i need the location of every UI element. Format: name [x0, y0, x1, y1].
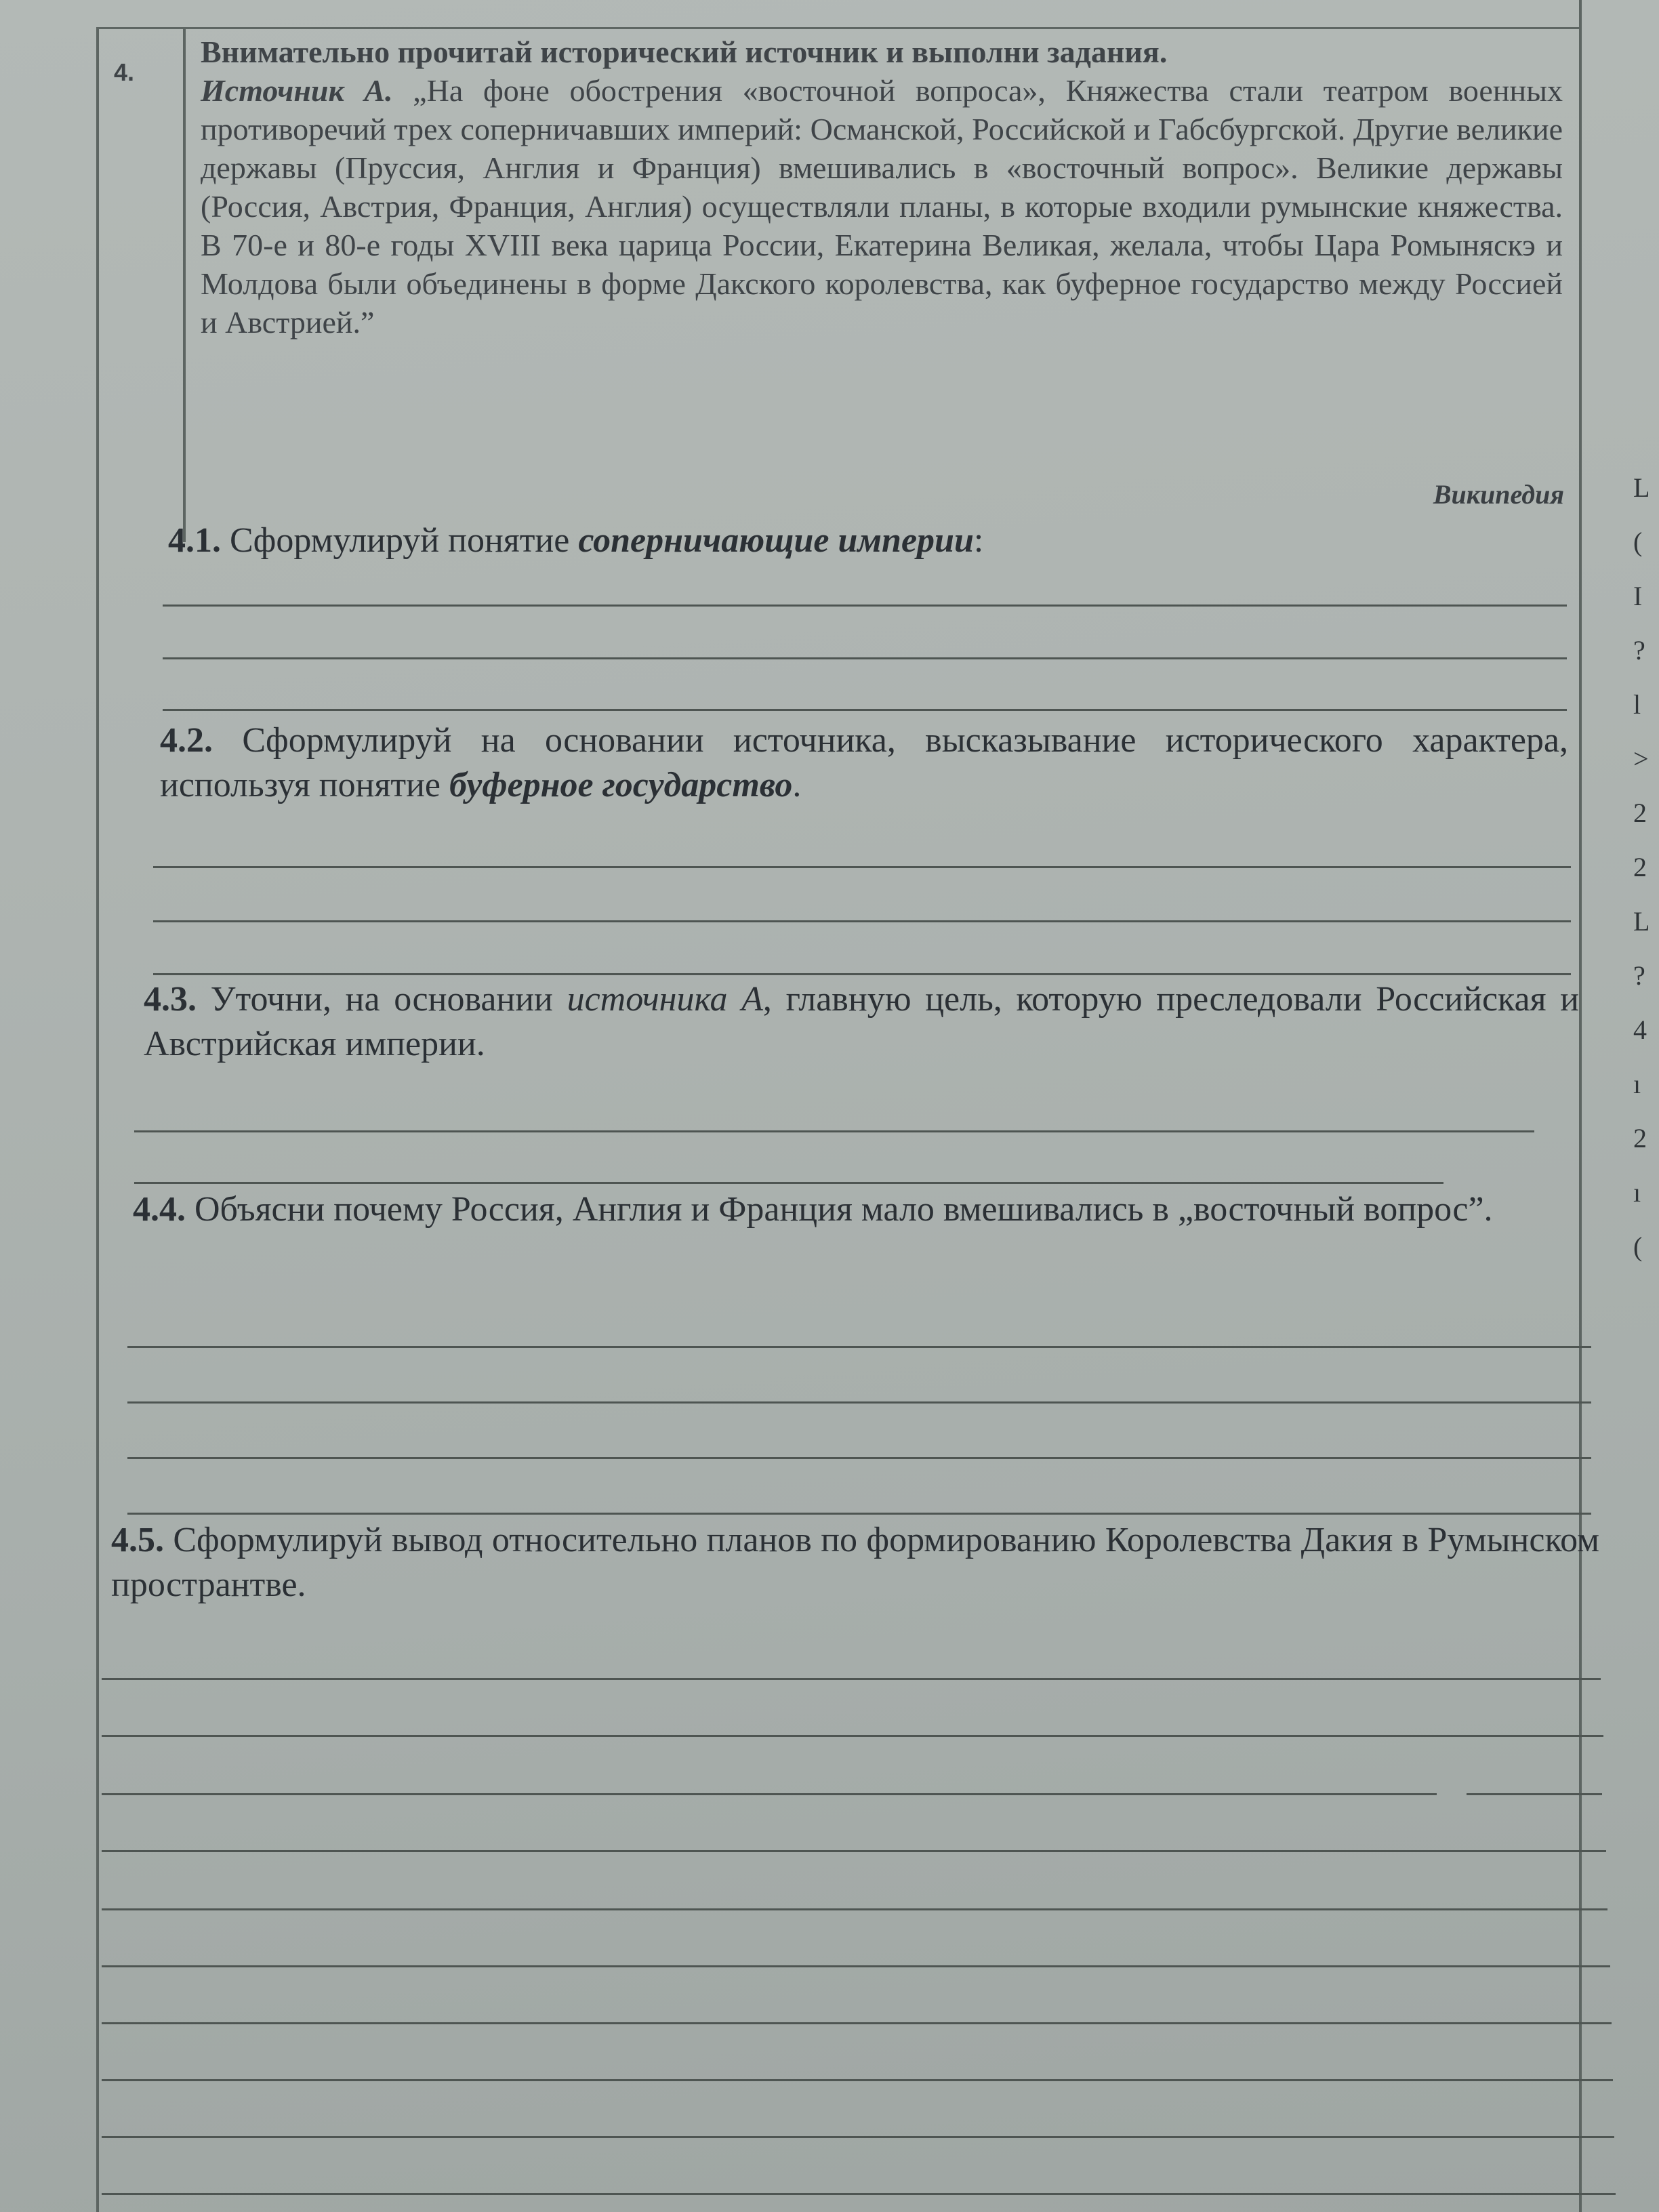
answer-line[interactable] — [153, 920, 1571, 922]
edge-glyph: 2 — [1633, 1123, 1647, 1153]
question-number: 4.2. — [160, 721, 213, 760]
table-right-border — [1579, 0, 1582, 2212]
question-text: Сформулируй вывод относительно планов по формированию Королевства Дакия в Румынском пространтве. — [111, 1521, 1600, 1604]
question-number: 4.4. — [133, 1190, 186, 1229]
question-text: Сформулируй понятие — [230, 521, 579, 560]
question-text: Сформулируй на основании источника, высказывание исторического характера, используя понятие — [160, 721, 1569, 804]
answer-line[interactable] — [134, 1130, 1534, 1132]
question-text-end: : — [973, 521, 984, 560]
question-4-2 — [160, 718, 1568, 808]
question-text-end: . — [792, 766, 802, 804]
edge-glyph: > — [1633, 743, 1649, 774]
question-text: Объясни почему Россия, Англия и Франция мало вмешивались в „восточный вопрос”. — [194, 1190, 1493, 1229]
edge-glyph: ı — [1633, 1069, 1641, 1099]
edge-glyph: L — [1633, 906, 1650, 937]
question-term: источника А — [567, 980, 763, 1019]
answer-line[interactable] — [102, 2079, 1613, 2081]
answer-line[interactable] — [102, 1965, 1610, 1967]
question-4-4 — [133, 1187, 1590, 1232]
edge-glyph: ( — [1633, 1231, 1643, 1262]
source-text-block — [201, 33, 1563, 342]
edge-glyph: 4 — [1633, 1015, 1647, 1045]
edge-glyph: l — [1633, 689, 1641, 720]
table-column-divider — [183, 27, 186, 542]
edge-glyph: ı — [1633, 1177, 1641, 1208]
question-term: буферное государство — [449, 766, 793, 804]
answer-line[interactable] — [127, 1401, 1591, 1404]
answer-line[interactable] — [127, 1346, 1591, 1348]
answer-line[interactable] — [102, 2136, 1614, 2138]
edge-glyph: ( — [1633, 527, 1643, 557]
task-instruction: Внимательно прочитай исторический источник и выполни задания. — [201, 35, 1168, 69]
answer-line[interactable] — [102, 1735, 1603, 1737]
answer-line[interactable] — [102, 1908, 1607, 1910]
adjacent-page-edge — [1633, 461, 1659, 1274]
table-left-border — [96, 27, 99, 2212]
answer-line[interactable] — [153, 973, 1571, 975]
answer-line[interactable] — [102, 1850, 1606, 1852]
task-number: 4. — [114, 58, 135, 86]
question-text-end: , главную цель, которую преследовали Российская и Австрийская империи. — [144, 980, 1579, 1063]
answer-line[interactable] — [102, 1678, 1601, 1680]
question-4-1 — [168, 518, 1564, 563]
edge-glyph: L — [1633, 472, 1650, 503]
edge-glyph: ? — [1633, 960, 1645, 991]
answer-line[interactable] — [163, 657, 1567, 659]
question-number: 4.1. — [168, 521, 221, 560]
question-number: 4.3. — [144, 980, 197, 1019]
answer-line[interactable] — [153, 866, 1571, 868]
question-number: 4.5. — [111, 1521, 164, 1559]
question-4-3 — [144, 977, 1579, 1067]
source-quote: „На фоне обострения «восточной вопроса», Княжества стали театром военных противоречий трех соперничавших империй: Османской, Российской и Габсбургской. Другие великие державы (Пруссия, Англия и Франция) вмешивались в «восточный вопрос». Великие державы (Россия, Австрия, Франция, Англия) осуществляли планы, в которые входили румынские княжества. В 70-е и 80-е годы XVIII века царица России, Екатерина Великая, желала, чтобы Цара Ромыняскэ и Молдова были объединены в форме Дакского королевства, как буферное государство между Россией и Австрией.” — [201, 73, 1563, 340]
table-top-border — [96, 27, 1579, 29]
answer-line[interactable] — [1467, 1793, 1602, 1795]
answer-line[interactable] — [102, 2022, 1612, 2024]
question-text: Уточни, на основании — [210, 980, 567, 1019]
answer-line[interactable] — [102, 2193, 1616, 2195]
answer-line[interactable] — [163, 605, 1567, 607]
question-term: соперничающие империи — [578, 521, 974, 560]
source-credit: Википедия — [1433, 479, 1564, 510]
answer-line[interactable] — [127, 1513, 1591, 1515]
source-label: Источник А. — [201, 73, 393, 108]
answer-line[interactable] — [134, 1182, 1443, 1184]
edge-glyph: I — [1633, 581, 1643, 611]
answer-line[interactable] — [102, 1793, 1437, 1795]
edge-glyph: ? — [1633, 635, 1645, 665]
edge-glyph: 2 — [1633, 852, 1647, 882]
answer-line[interactable] — [163, 709, 1567, 711]
edge-glyph: 2 — [1633, 798, 1647, 828]
question-4-5 — [111, 1518, 1599, 1607]
answer-line[interactable] — [127, 1457, 1591, 1459]
